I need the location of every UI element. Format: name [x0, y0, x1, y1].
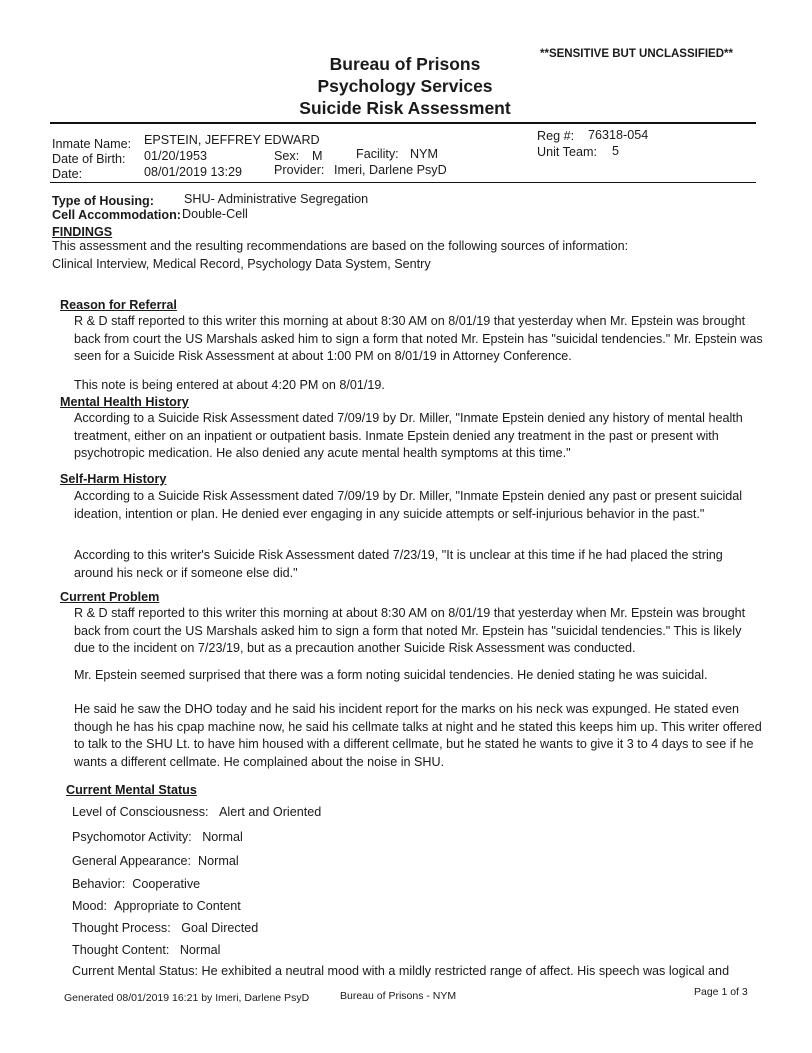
provider-label: Provider: [274, 163, 325, 177]
mental-status-heading: Current Mental Status [66, 783, 197, 797]
housing-type-label: Type of Housing: [52, 194, 154, 208]
mse-psychomotor: Psychomotor Activity: Normal [72, 830, 243, 844]
mse-thought-process: Thought Process: Goal Directed [72, 921, 259, 935]
mse-consciousness: Level of Consciousness: Alert and Oriented [72, 805, 322, 819]
findings-heading: FINDINGS [52, 225, 113, 239]
reg-label: Reg #: [537, 129, 575, 143]
reg-value: 76318-054 [588, 128, 649, 142]
current-problem-paragraph-3: He said he saw the DHO today and he said his incident report for the marks on his neck was expunged. He stated even though he has his cpap machine now, he said his cellmate talks at night and he stated this keeps him up. This writer offered to talk to the SHU Lt. to have him housed with a different cellmate, but he stated he wants to give it 3 to 4 days to see if he wants a different cellmate. He complained about the noise in SHU. [74, 702, 762, 769]
mse-appearance: General Appearance: Normal [72, 854, 239, 868]
header-divider [50, 122, 756, 124]
date-value: 08/01/2019 13:29 [144, 165, 243, 179]
mse-behavior: Behavior: Cooperative [72, 877, 201, 891]
self-harm-paragraph-2: According to this writer's Suicide Risk Assessment dated 7/23/19, "It is unclear at this time if he had placed the string around his neck or if someone else did." [74, 548, 723, 580]
page-number: Page 1 of 3 [694, 986, 748, 998]
mental-history-heading: Mental Health History [60, 395, 189, 409]
cell-accommodation-label: Cell Accommodation: [52, 208, 181, 222]
current-problem-paragraph-1: R & D staff reported to this writer this morning at about 8:30 AM on 8/01/19 that yesterday when Mr. Epstein was brought back from court the US Marshals asked him to sign a form that noted Mr. Epstein has "suicidal tendencies." This is likely due to the incident on 7/23/19, but as a precaution another Suicide Risk Assessment was conducted. [74, 606, 746, 655]
referral-paragraph: R & D staff reported to this writer this morning at about 8:30 AM on 8/01/19 that yesterday when Mr. Epstein was brought back from court the US Marshals asked him to sign a form that noted Mr. Epstein has "suicidal tendencies." Mr. Epstein was seen for a Suicide Risk Assessment at about 1:00 PM on 8/01/19 in Attorney Conference. [74, 314, 763, 363]
info-divider [50, 182, 756, 183]
unit-team-label: Unit Team: [537, 145, 597, 159]
findings-sources-list: Clinical Interview, Medical Record, Psychology Data System, Sentry [52, 257, 431, 271]
inmate-name: EPSTEIN, JEFFREY EDWARD [144, 133, 320, 147]
facility-label: Facility: [356, 147, 399, 161]
title-bureau: Bureau of Prisons [329, 54, 481, 74]
unit-team-value: 5 [612, 144, 620, 158]
footer-generated: Generated 08/01/2019 16:21 by Imeri, Darlene PsyD [64, 992, 310, 1004]
housing-type-value: SHU- Administrative Segregation [184, 192, 369, 206]
mse-thought-content: Thought Content: Normal [72, 943, 221, 957]
footer-organization: Bureau of Prisons - NYM [340, 990, 457, 1002]
self-harm-heading: Self-Harm History [60, 472, 167, 486]
self-harm-paragraph-1: According to a Suicide Risk Assessment dated 7/09/19 by Dr. Miller, "Inmate Epstein denied any past or present suicidal ideation, intention or plan. He denied ever engaging in any suicide attempts or self-injurious behavior in the past." [74, 489, 743, 521]
current-problem-paragraph-2: Mr. Epstein seemed surprised that there was a form noting suicidal tendencies. He denied stating he was suicidal. [74, 668, 708, 682]
sensitivity-marking: **SENSITIVE BUT UNCLASSIFIED** [540, 48, 733, 60]
inmate-name-label: Inmate Name: [52, 137, 132, 151]
findings-sources-intro: This assessment and the resulting recommendations are based on the following sources of information: [52, 239, 629, 253]
title-psychology: Psychology Services [317, 76, 493, 96]
provider-value: Imeri, Darlene PsyD [334, 163, 447, 177]
sex-label: Sex: [274, 149, 300, 163]
dob-value: 01/20/1953 [144, 149, 208, 163]
date-label: Date: [52, 167, 83, 181]
cell-accommodation-value: Double-Cell [182, 207, 248, 221]
dob-label: Date of Birth: [52, 152, 126, 166]
facility-value: NYM [410, 147, 438, 161]
current-problem-heading: Current Problem [60, 590, 160, 604]
mse-mood: Mood: Appropriate to Content [72, 899, 241, 913]
referral-entry-note: This note is being entered at about 4:20 PM on 8/01/19. [74, 378, 385, 392]
mental-history-paragraph: According to a Suicide Risk Assessment dated 7/09/19 by Dr. Miller, "Inmate Epstein denied any history of mental health treatment, either on an inpatient or outpatient basis. Inmate Epstein denied any treatment in the past or present with psychotropic medication. He also denied any acute mental health symptoms at this time." [74, 411, 743, 460]
referral-heading: Reason for Referral [60, 298, 177, 312]
sex-value: M [312, 149, 323, 163]
page-title: Suicide Risk Assessment [299, 98, 511, 118]
mse-summary: Current Mental Status: He exhibited a neutral mood with a mildly restricted range of affect. His speech was logical and [72, 964, 730, 978]
